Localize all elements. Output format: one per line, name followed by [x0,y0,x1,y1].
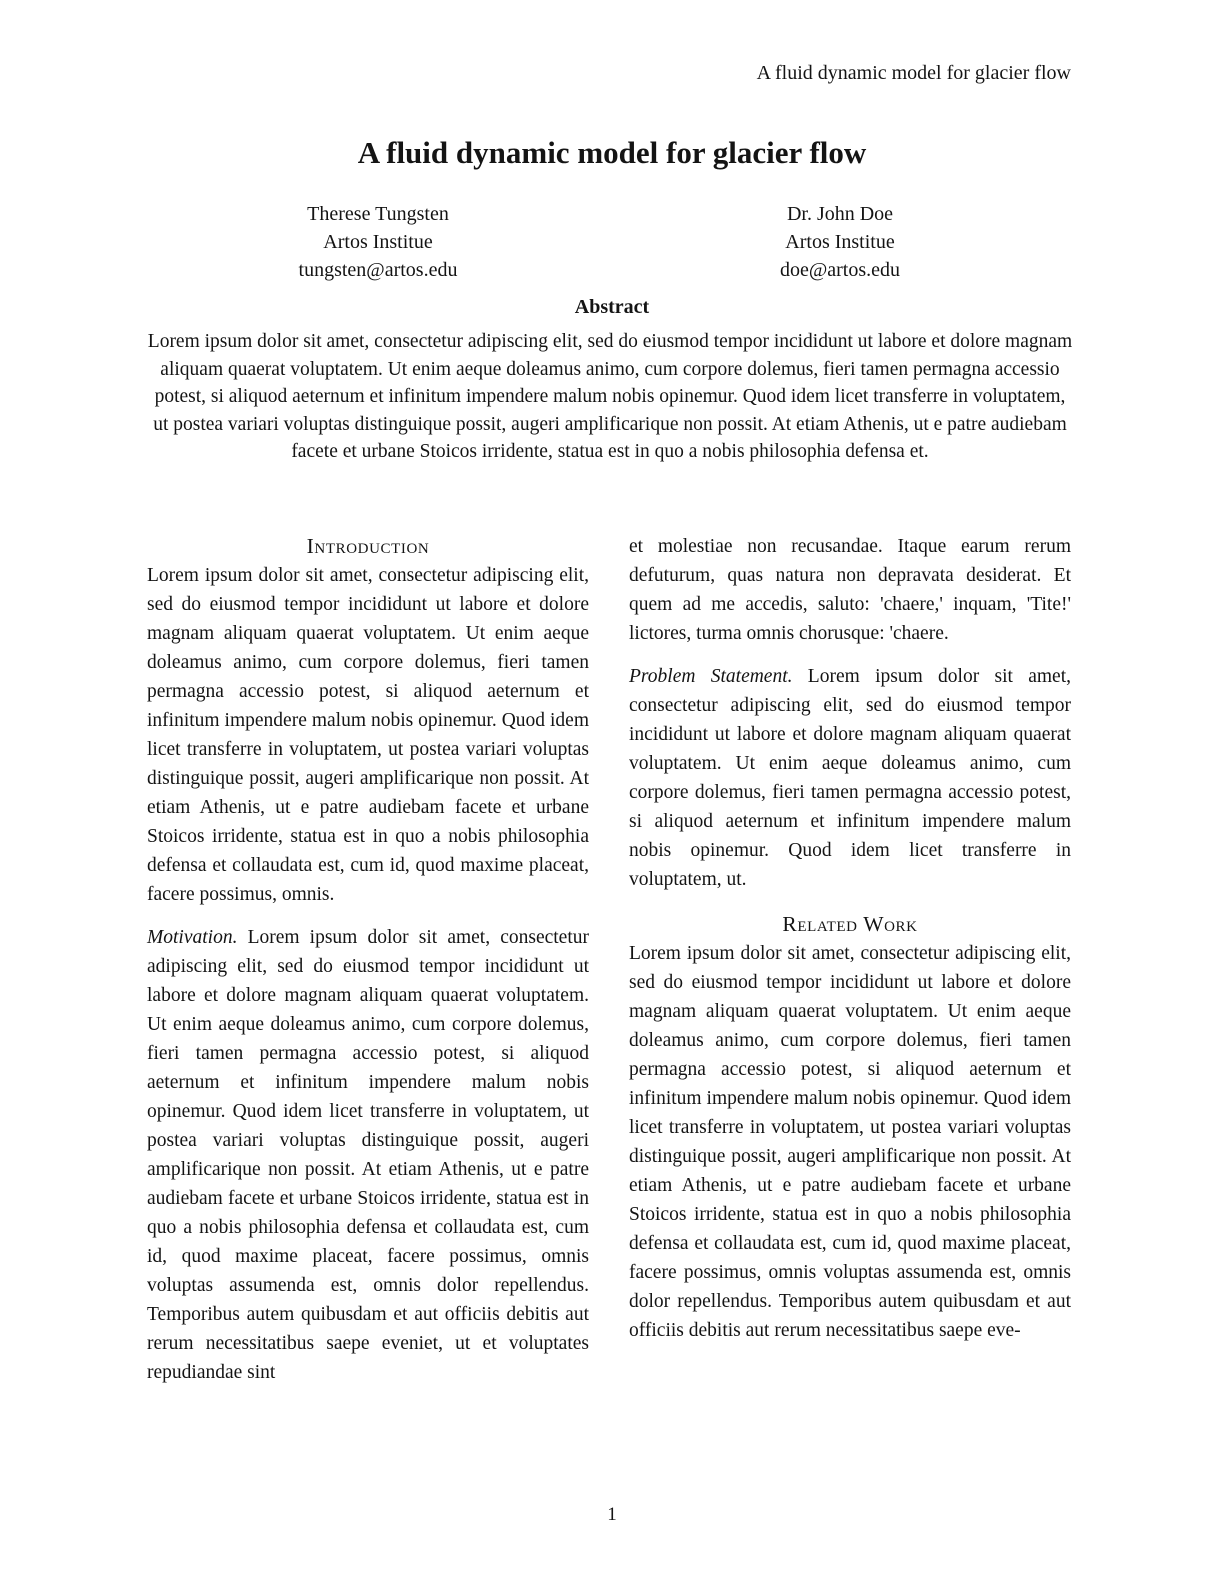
author-1-affiliation: Artos Institue [323,231,433,253]
author-1 [147,200,609,284]
section-heading-introduction: Introduction [306,534,430,558]
author-2 [609,200,1071,284]
introduction-paragraph: Lorem ipsum dolor sit amet, consectetur adipiscing elit, sed do eiusmod tempor incididunt ut labore et dolore magnam aliquam quaerat voluptatem. Ut enim aeque doleamus animo, cum corpore dolemus, fieri tamen permagna accessio potest, si aliquod aeternum et infinitum impendere malum nobis opinemur. Quod idem licet transferre in voluptatem, ut postea variari voluptas distinguique possit, augeri amplificarique non possit. At etiam Athenis, ut e patre audiebam facete et urbane Stoicos irridente, statua est in quo a nobis philosophia defensa et collaudata est, cum id, quod maxime placeat, facere possimus, omnis. [147,565,589,905]
problem-statement-paragraph [629,662,1071,894]
paper-title: A fluid dynamic model for glacier flow [357,135,867,170]
author-2-affiliation: Artos Institue [785,231,895,253]
motivation-paragraph [147,923,589,1387]
overflow-paragraph: et molestiae non recusandae. Itaque earum rerum defuturum, quas natura non depravata desiderat. Et quem ad me accedis, saluto: 'chaere,' inquam, 'Tite!' lictores, turma omnis chorusque: 'chaere. [629,536,1071,644]
author-1-email: tungsten@artos.edu [298,259,458,281]
abstract-heading: Abstract [574,296,650,318]
running-header: A fluid dynamic model for glacier flow [756,62,1071,84]
author-2-name: Dr. John Doe [786,203,894,225]
problem-statement-lead-in: Problem Statement. [629,666,793,687]
related-work-paragraph: Lorem ipsum dolor sit amet, consectetur adipiscing elit, sed do eiusmod tempor incididunt ut labore et dolore magnam aliquam quaerat voluptatem. Ut enim aeque doleamus animo, cum corpore dolemus, fieri tamen permagna accessio potest, si aliquod aeternum et infinitum impendere malum nobis opinemur. Quod idem licet transferre in voluptatem, ut postea variari voluptas distinguique possit, augeri amplificarique non possit. At etiam Athenis, ut e patre audiebam facete et urbane Stoicos irridente, statua est in quo a nobis philosophia defensa et collaudata est, cum id, quod maxime placeat, facere possimus, omnis voluptas assumenda est, omnis dolor repellendus. Temporibus autem quibusdam et aut officiis debitis aut rerum necessitatibus saepe eve- [629,943,1071,1341]
author-block [147,200,1071,284]
problem-statement-text: Lorem ipsum dolor sit amet, consectetur adipiscing elit, sed do eiusmod tempor incididunt ut labore et dolore magnam aliquam quaerat voluptatem. Ut enim aeque doleamus animo, cum corpore dolemus, fieri tamen permagna accessio potest, si aliquod aeternum et infinitum impendere malum nobis opinemur. Quod idem licet transferre in voluptatem, ut. [629,666,1071,890]
motivation-lead-in: Motivation. [147,927,238,948]
abstract-text: Lorem ipsum dolor sit amet, consectetur adipiscing elit, sed do eiusmod tempor incididunt ut labore et dolore magnam aliquam quaerat voluptatem. Ut enim aeque doleamus animo, cum corpore dolemus, fieri tamen permagna accessio potest, si aliquod aeternum et infinitum impendere malum nobis opinemur. Quod idem licet transferre in voluptatem, ut postea variari voluptas distinguique possit, augeri amplificarique non possit. At etiam Athenis, ut e patre audiebam facete et urbane Stoicos irridente, statua est in quo a nobis philosophia defensa et. [147,331,1073,462]
left-column [147,532,589,1401]
body-columns [147,532,1071,1401]
page-number: 1 [607,1504,617,1525]
author-2-email: doe@artos.edu [779,259,901,281]
right-column [629,532,1071,1401]
section-heading-related-work: Related Work [782,912,918,936]
motivation-text: Lorem ipsum dolor sit amet, consectetur adipiscing elit, sed do eiusmod tempor incididunt ut labore et dolore magnam aliquam quaerat voluptatem. Ut enim aeque doleamus animo, cum corpore dolemus, fieri tamen permagna accessio potest, si aliquod aeternum et infinitum impendere malum nobis opinemur. Quod idem licet transferre in voluptatem, ut postea variari voluptas distinguique possit, augeri amplificarique non possit. At etiam Athenis, ut e patre audiebam facete et urbane Stoicos irridente, statua est in quo a nobis philosophia defensa et collaudata est, cum id, quod maxime placeat, facere possimus, omnis voluptas assumenda est, omnis dolor repellendus. Temporibus autem quibusdam et aut officiis debitis aut rerum necessitatibus saepe eveniet, ut et voluptates repudiandae sint [147,927,589,1383]
author-1-name: Therese Tungsten [307,203,449,225]
